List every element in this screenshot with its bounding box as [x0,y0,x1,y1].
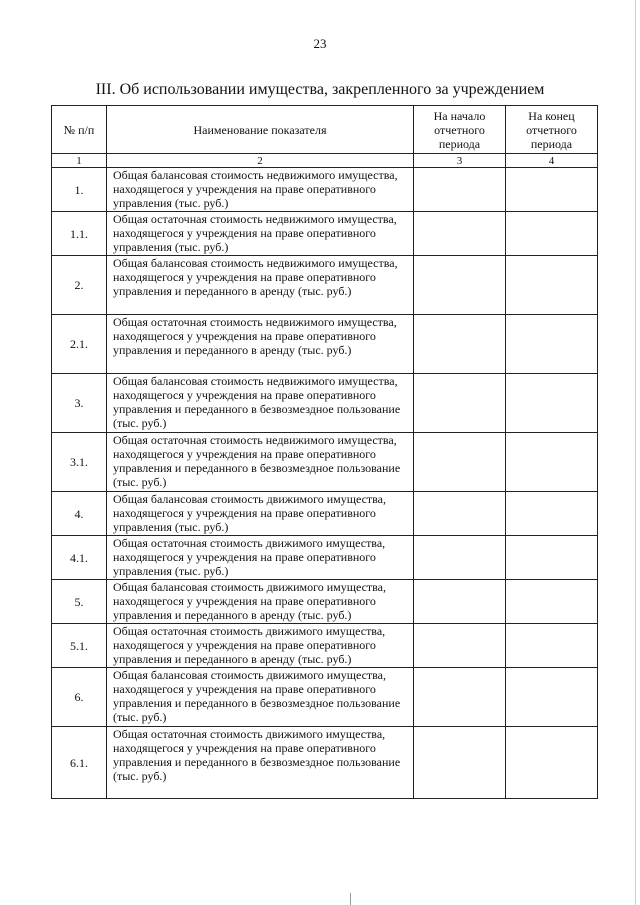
header-start: На начало отчетного периода [414,106,506,154]
row-start-value [414,315,506,374]
row-end-value [506,315,598,374]
row-start-value [414,374,506,433]
row-start-value [414,256,506,315]
table-header-row [52,106,598,154]
table-row [52,727,598,799]
row-number: 6.1. [52,727,107,799]
column-number-row [52,154,598,168]
row-end-value [506,168,598,212]
header-name: Наименование показателя [107,106,414,154]
table-row [52,580,598,624]
row-end-value [506,536,598,580]
row-start-value [414,168,506,212]
table-row [52,536,598,580]
row-number: 1.1. [52,212,107,256]
table-row [52,374,598,433]
row-number: 5. [52,580,107,624]
scan-mark [350,893,351,905]
table-row [52,433,598,492]
col-number-2: 2 [107,154,414,168]
col-number-3: 3 [414,154,506,168]
row-indicator-name: Общая остаточная стоимость движимого имущества, находящегося у учреждения на праве оперативного управления и переданного в безвозмездное пользование (тыс. руб.) [107,727,414,799]
row-start-value [414,580,506,624]
row-indicator-name: Общая балансовая стоимость недвижимого имущества, находящегося у учреждения на праве оперативного управления и переданного в аренду (тыс. руб.) [107,256,414,315]
row-end-value [506,668,598,727]
row-start-value [414,212,506,256]
row-indicator-name: Общая остаточная стоимость движимого имущества, находящегося у учреждения на праве оперативного управления (тыс. руб.) [107,536,414,580]
section-title: III. Об использовании имущества, закрепленного за учреждением [95,81,545,98]
row-end-value [506,624,598,668]
row-number: 2.1. [52,315,107,374]
table-row [52,212,598,256]
row-number: 3.1. [52,433,107,492]
row-start-value [414,492,506,536]
col-number-1: 1 [52,154,107,168]
row-number: 4. [52,492,107,536]
row-start-value [414,727,506,799]
table-row [52,624,598,668]
row-start-value [414,624,506,668]
page-number: 23 [313,36,327,51]
row-indicator-name: Общая балансовая стоимость движимого имущества, находящегося у учреждения на праве оперативного управления (тыс. руб.) [107,492,414,536]
row-indicator-name: Общая балансовая стоимость недвижимого имущества, находящегося у учреждения на праве оперативного управления и переданного в безвозмездное пользование (тыс. руб.) [107,374,414,433]
row-indicator-name: Общая балансовая стоимость недвижимого имущества, находящегося у учреждения на праве оперативного управления (тыс. руб.) [107,168,414,212]
row-end-value [506,727,598,799]
header-num: № п/п [52,106,107,154]
row-indicator-name: Общая остаточная стоимость недвижимого имущества, находящегося у учреждения на праве оперативного управления (тыс. руб.) [107,212,414,256]
table-row [52,256,598,315]
row-indicator-name: Общая остаточная стоимость недвижимого имущества, находящегося у учреждения на праве оперативного управления и переданного в аренду (тыс. руб.) [107,315,414,374]
row-indicator-name: Общая балансовая стоимость движимого имущества, находящегося у учреждения на праве оперативного управления и переданного в аренду (тыс. руб.) [107,580,414,624]
row-start-value [414,536,506,580]
row-start-value [414,433,506,492]
row-end-value [506,580,598,624]
table-row [52,315,598,374]
property-usage-table [51,105,598,799]
row-indicator-name: Общая остаточная стоимость движимого имущества, находящегося у учреждения на праве оперативного управления и переданного в аренду (тыс. руб.) [107,624,414,668]
table-row [52,668,598,727]
row-number: 3. [52,374,107,433]
row-end-value [506,492,598,536]
col-number-4: 4 [506,154,598,168]
row-number: 6. [52,668,107,727]
row-end-value [506,256,598,315]
scan-edge-line [635,0,636,905]
row-indicator-name: Общая балансовая стоимость движимого имущества, находящегося у учреждения на праве оперативного управления и переданного в безвозмездное пользование (тыс. руб.) [107,668,414,727]
header-end: На конец отчетного периода [506,106,598,154]
row-number: 2. [52,256,107,315]
row-end-value [506,433,598,492]
row-number: 5.1. [52,624,107,668]
row-start-value [414,668,506,727]
table-row [52,492,598,536]
row-number: 4.1. [52,536,107,580]
row-end-value [506,212,598,256]
row-number: 1. [52,168,107,212]
row-end-value [506,374,598,433]
row-indicator-name: Общая остаточная стоимость недвижимого имущества, находящегося у учреждения на праве оперативного управления и переданного в безвозмездное пользование (тыс. руб.) [107,433,414,492]
table-row [52,168,598,212]
